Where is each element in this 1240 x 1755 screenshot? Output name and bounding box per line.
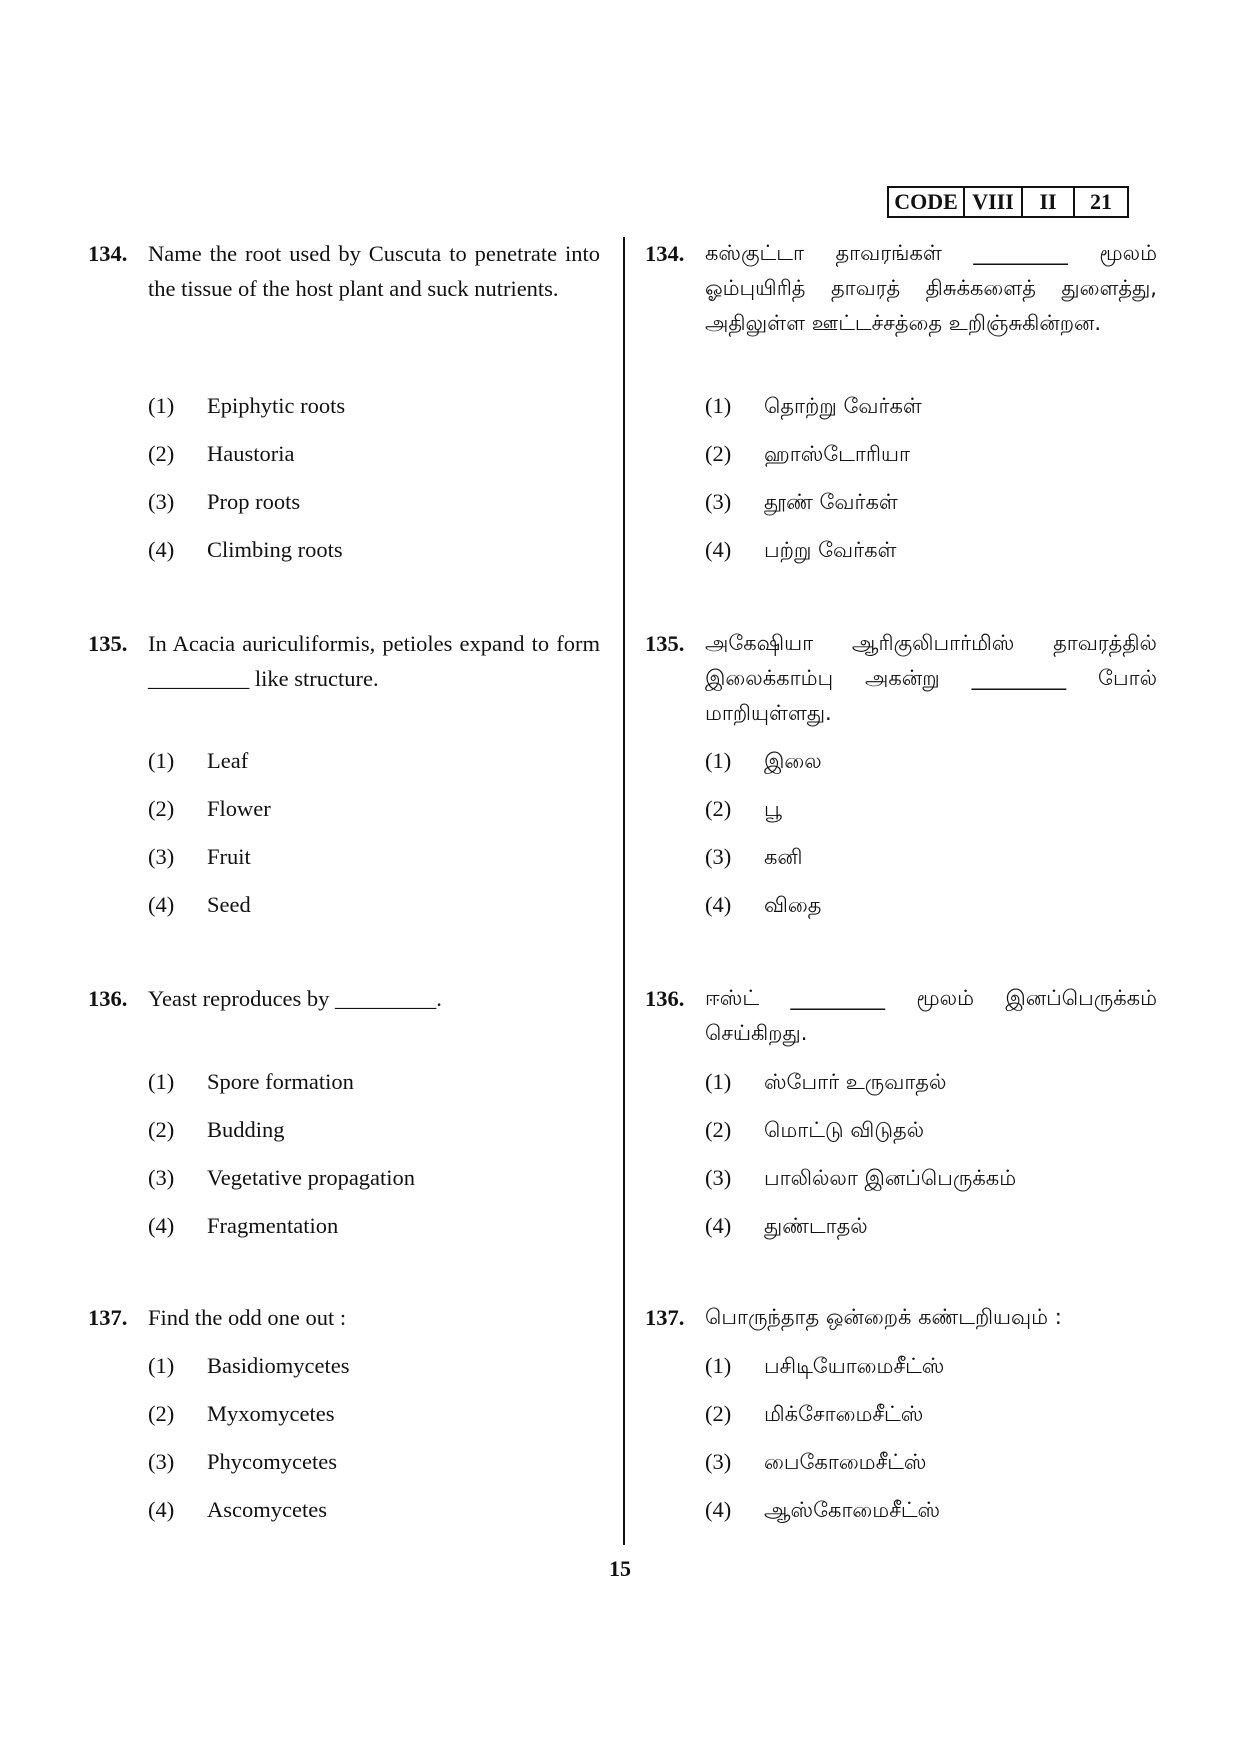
column-divider (623, 237, 625, 1545)
option-number: (4) (705, 1497, 732, 1522)
option (148, 1352, 588, 1400)
question-number: 135. (88, 631, 128, 656)
question-text: கஸ்குட்டா தாவரங்கள் _________ மூலம் ஓம்புயிரித் தாவரத் திசுக்களைத் துளைத்து, அதிலுள்ள ஊட்டச்சத்தை உறிஞ்சுகின்றன. (705, 241, 1157, 335)
option-number: (2) (148, 1117, 175, 1142)
option (705, 1212, 1145, 1260)
question-135-ta (645, 626, 1157, 731)
code-box (887, 186, 1129, 218)
option (148, 1116, 588, 1164)
option-text: Basidiomycetes (207, 1353, 350, 1378)
option-number: (3) (148, 1165, 175, 1190)
option-text: கனி (764, 845, 803, 869)
option (148, 392, 588, 440)
question-text: ஈஸ்ட் _________ மூலம் இனப்பெருக்கம் செய்கிறது. (705, 986, 1157, 1045)
options-135-ta (705, 747, 1145, 939)
option (148, 440, 588, 488)
option-text: Spore formation (207, 1069, 354, 1094)
option-text: Ascomycetes (207, 1497, 327, 1522)
option (148, 1212, 588, 1260)
option-number: (3) (148, 489, 175, 514)
option (705, 891, 1145, 939)
question-135-en (88, 626, 600, 696)
option-text: மொட்டு விடுதல் (764, 1118, 925, 1142)
options-136-en (148, 1068, 588, 1260)
question-number: 136. (645, 986, 685, 1011)
option (148, 1400, 588, 1448)
option (705, 1068, 1145, 1116)
option (705, 843, 1145, 891)
option (705, 1448, 1145, 1496)
option-text: ஆஸ்கோமைசீட்ஸ் (764, 1498, 941, 1522)
option-text: Epiphytic roots (207, 393, 346, 418)
code-class: VIII (963, 188, 1021, 216)
option-number: (1) (148, 1069, 175, 1094)
option (705, 1164, 1145, 1212)
code-number: 21 (1073, 188, 1127, 216)
option (148, 536, 588, 584)
option-number: (4) (148, 1497, 175, 1522)
question-number: 137. (88, 1305, 128, 1330)
option (148, 1068, 588, 1116)
option-number: (1) (148, 393, 175, 418)
option-number: (1) (705, 1353, 732, 1378)
options-137-ta (705, 1352, 1145, 1544)
option-number: (4) (705, 1213, 732, 1238)
option-text: தூண் வேர்கள் (764, 490, 898, 514)
question-number: 135. (645, 631, 685, 656)
option-text: Vegetative propagation (207, 1165, 416, 1190)
question-134-ta (645, 236, 1157, 341)
question-134-en (88, 236, 600, 306)
options-136-ta (705, 1068, 1145, 1260)
option-number: (1) (148, 1353, 175, 1378)
question-number: 134. (88, 241, 128, 266)
code-label: CODE (894, 189, 958, 214)
option-number: (3) (705, 844, 732, 869)
option-number: (1) (705, 748, 732, 773)
option-text: Seed (207, 892, 251, 917)
option-text: பசிடியோமைசீட்ஸ் (764, 1354, 945, 1378)
option (148, 1496, 588, 1544)
option-number: (2) (705, 796, 732, 821)
option-text: Flower (207, 796, 271, 821)
option-number: (1) (705, 393, 732, 418)
options-134-en (148, 392, 588, 584)
option-number: (4) (148, 537, 175, 562)
option (705, 1116, 1145, 1164)
question-137-ta (645, 1300, 1157, 1335)
option (148, 891, 588, 939)
option-number: (4) (148, 1213, 175, 1238)
option-text: பூ (764, 797, 782, 821)
question-number: 134. (645, 241, 685, 266)
options-134-ta (705, 392, 1145, 584)
option (148, 1164, 588, 1212)
options-137-en (148, 1352, 588, 1544)
option-number: (2) (705, 1117, 732, 1142)
option-number: (2) (148, 1401, 175, 1426)
option-text: ஸ்போர் உருவாதல் (764, 1070, 947, 1094)
option (705, 747, 1145, 795)
option-text: பாலில்லா இனப்பெருக்கம் (764, 1166, 1017, 1190)
option-number: (4) (148, 892, 175, 917)
option (148, 488, 588, 536)
option (705, 440, 1145, 488)
option-number: (3) (148, 844, 175, 869)
option-text: Fragmentation (207, 1213, 339, 1238)
option-number: (2) (705, 441, 732, 466)
option-number: (2) (705, 1401, 732, 1426)
option (148, 747, 588, 795)
question-136-en (88, 981, 600, 1016)
option-text: துண்டாதல் (764, 1214, 868, 1238)
option (705, 1352, 1145, 1400)
option-text: மிக்சோமைசீட்ஸ் (764, 1402, 924, 1426)
question-text: பொருந்தாத ஒன்றைக் கண்டறியவும் : (705, 1305, 1062, 1329)
option (705, 795, 1145, 843)
option (148, 1448, 588, 1496)
option-number: (2) (148, 796, 175, 821)
option-text: Phycomycetes (207, 1449, 337, 1474)
option-text: தொற்று வேர்கள் (764, 394, 922, 418)
option-number: (1) (148, 748, 175, 773)
question-text: Find the odd one out : (148, 1305, 347, 1330)
option-number: (1) (705, 1069, 732, 1094)
question-text: Name the root used by Cuscuta to penetrate into the tissue of the host plant and suck nutrients. (148, 241, 600, 301)
option (705, 536, 1145, 584)
code-paper: II (1021, 188, 1073, 216)
option-text: Myxomycetes (207, 1401, 335, 1426)
question-text: அகேஷியா ஆரிகுலிபார்மிஸ் தாவரத்தில் இலைக்காம்பு அகன்று _________ போல் மாறியுள்ளது. (705, 631, 1157, 725)
option (705, 1400, 1145, 1448)
option (705, 488, 1145, 536)
option-number: (3) (148, 1449, 175, 1474)
question-number: 136. (88, 986, 128, 1011)
option-text: Budding (207, 1117, 285, 1142)
option-number: (2) (148, 441, 175, 466)
page-number: 15 (609, 1556, 631, 1581)
option-number: (3) (705, 1165, 732, 1190)
option (148, 843, 588, 891)
option-text: Haustoria (207, 441, 295, 466)
option-text: Climbing roots (207, 537, 343, 562)
option-text: Fruit (207, 844, 251, 869)
option (705, 1496, 1145, 1544)
option-number: (3) (705, 489, 732, 514)
option-number: (3) (705, 1449, 732, 1474)
option-text: இலை (764, 749, 822, 773)
option-number: (4) (705, 537, 732, 562)
question-text: In Acacia auriculiformis, petioles expand to form _________ like structure. (148, 631, 600, 691)
option-text: Leaf (207, 748, 249, 773)
question-number: 137. (645, 1305, 685, 1330)
question-136-ta (645, 981, 1157, 1051)
option (705, 392, 1145, 440)
option-number: (4) (705, 892, 732, 917)
option-text: Prop roots (207, 489, 301, 514)
option (148, 795, 588, 843)
question-137-en (88, 1300, 600, 1335)
option-text: பைகோமைசீட்ஸ் (764, 1450, 927, 1474)
option-text: பற்று வேர்கள் (764, 538, 897, 562)
option-text: ஹாஸ்டோரியா (764, 442, 910, 466)
option-text: விதை (764, 893, 822, 917)
options-135-en (148, 747, 588, 939)
question-text: Yeast reproduces by _________. (148, 986, 442, 1011)
